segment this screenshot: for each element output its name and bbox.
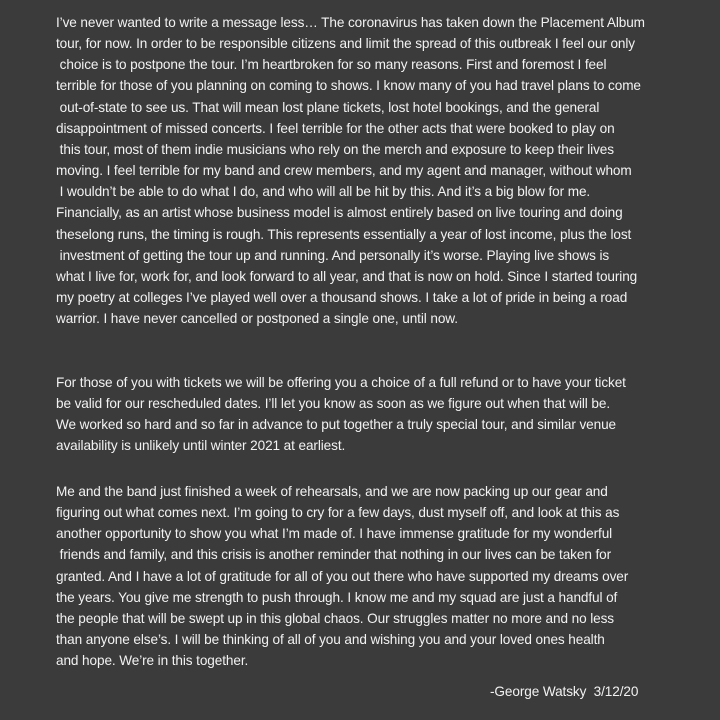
text-line: I’ve never wanted to write a message less… The coronavirus has taken down the Placement Album [56, 15, 645, 30]
text-line: We worked so hard and so far in advance to put together a truly special tour, and similar venue [56, 417, 616, 433]
text-line: moving. I feel terrible for my band and crew members, and my agent and manager, without whom [56, 163, 632, 179]
text-line: my poetry at colleges I’ve played well over a thousand shows. I take a lot of pride in being a road [56, 290, 628, 306]
text-line: warrior. I have never cancelled or postponed a single one, until now. [56, 311, 458, 327]
text-line: another opportunity to show you what I’m made of. I have immense gratitude for my wonderful [56, 526, 613, 542]
text-line: the years. You give me strength to push through. I know me and my squad are just a handful of [56, 589, 618, 605]
text-line: investment of getting the tour up and running. And personally it’s worse. Playing live shows is [56, 247, 610, 263]
text-line: tour, for now. In order to be responsible citizens and limit the spread of this outbreak I feel our only [56, 36, 635, 52]
text-line: be valid for our rescheduled dates. I’ll let you know as soon as we figure out when that will be. [56, 396, 611, 412]
text-line: theselong runs, the timing is rough. This represents essentially a year of lost income, plus the lost [56, 226, 632, 242]
text-line: out-of-state to see us. That will mean lost plane tickets, lost hotel bookings, and the general [56, 99, 600, 115]
text-line: granted. And I have a lot of gratitude for all of you out there who have supported my dreams over [56, 568, 629, 584]
signature: -George Watsky 3/12/20 [490, 684, 639, 699]
text-line: Financially, as an artist whose business model is almost entirely based on live touring and doing [56, 205, 623, 221]
text-line: For those of you with tickets we will be offering you a choice of a full refund or to have your ticket [56, 375, 626, 390]
text-line: Me and the band just finished a week of rehearsals, and we are now packing up our gear and [56, 484, 608, 499]
text-line: disappointment of missed concerts. I feel terrible for the other acts that were booked to play on [56, 120, 615, 136]
text-line: figuring out what comes next. I’m going to cry for a few days, dust myself off, and look at this as [56, 505, 620, 521]
text-line: I wouldn’t be able to do what I do, and who will all be hit by this. And it’s a big blow for me. [56, 184, 591, 200]
text-line: friends and family, and this crisis is another reminder that nothing in our lives can be taken for [56, 547, 612, 563]
text-line: choice is to postpone the tour. I’m heartbroken for so many reasons. First and foremost I feel [56, 57, 607, 73]
paragraph-3 [56, 481, 696, 671]
text-line: and hope. We’re in this together. [56, 653, 249, 669]
text-line: the people that will be swept up in this global chaos. Our struggles matter no more and no less [56, 610, 614, 626]
paragraph-2 [56, 372, 696, 457]
text-line: than anyone else’s. I will be thinking of all of you and wishing you and your loved ones health [56, 632, 605, 648]
text-line: availability is unlikely until winter 2021 at earliest. [56, 438, 346, 454]
paragraph-1 [56, 12, 696, 329]
text-line: this tour, most of them indie musicians who rely on the merch and exposure to keep their lives [56, 141, 614, 157]
text-line: terrible for those of you planning on coming to shows. I know many of you had travel plans to come [56, 78, 641, 94]
text-line: what I live for, work for, and look forward to all year, and that is now on hold. Since I started touring [56, 268, 638, 284]
